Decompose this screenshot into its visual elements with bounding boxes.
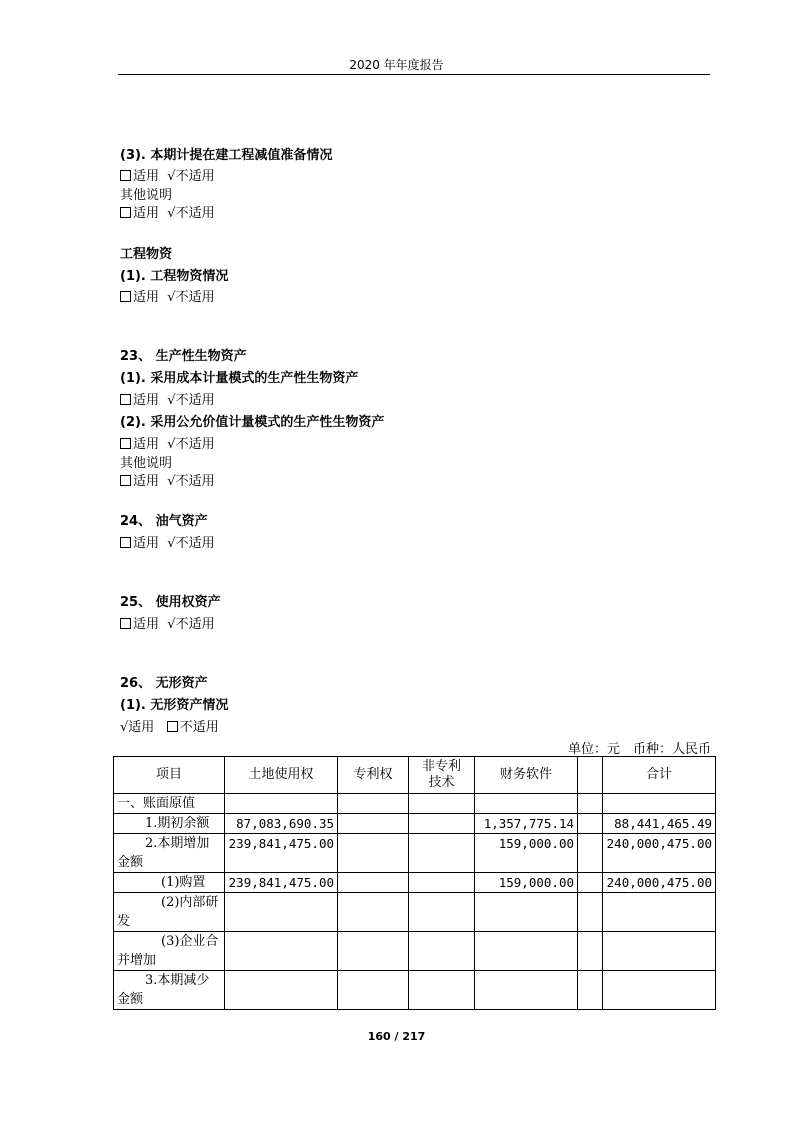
checkmark-icon: √	[167, 437, 176, 452]
column-header: 非专利技术	[409, 757, 475, 794]
cell-value	[409, 834, 475, 873]
table-row	[114, 873, 716, 893]
subsection-title: (2). 采用公允价值计量模式的生产性生物资产	[120, 415, 385, 430]
option-row: 适用 √不适用	[120, 206, 215, 222]
option-row: 适用 √不适用	[120, 617, 215, 633]
cell-value	[409, 794, 475, 814]
table-row	[114, 893, 716, 932]
cell-value	[603, 971, 716, 1010]
column-header: 合计	[603, 757, 716, 794]
cell-value	[409, 932, 475, 971]
cell-value	[578, 873, 603, 893]
cell-value	[578, 834, 603, 873]
checkbox-empty-icon	[120, 475, 131, 486]
column-header: 财务软件	[475, 757, 578, 794]
checkmark-icon: √	[167, 393, 176, 408]
option-row: 适用 √不适用	[120, 169, 215, 185]
cell-value	[578, 932, 603, 971]
cell-value	[225, 932, 338, 971]
unit-currency-line: 单位：元 币种：人民币	[567, 742, 711, 757]
header-divider	[118, 74, 710, 75]
cell-value	[338, 794, 409, 814]
cell-value	[338, 834, 409, 873]
table-row	[114, 834, 716, 873]
option-row: 适用 √不适用	[120, 536, 215, 552]
section-title-engineering-materials: 工程物资	[120, 247, 173, 262]
option-row: √适用 不适用	[120, 720, 219, 735]
section-title-right-of-use-assets: 25、 使用权资产	[120, 595, 221, 610]
table-row	[114, 932, 716, 971]
other-note-label: 其他说明	[120, 456, 173, 471]
table-row	[114, 814, 716, 834]
cell-value: 159,000.00	[475, 873, 578, 893]
option-row: 适用 √不适用	[120, 474, 215, 490]
checkbox-empty-icon	[120, 170, 131, 181]
cell-value: 239,841,475.00	[225, 834, 338, 873]
row-label: (2)内部研发	[114, 893, 225, 932]
cell-value	[578, 794, 603, 814]
subsection-title: (1). 无形资产情况	[120, 698, 229, 713]
cell-value: 240,000,475.00	[603, 834, 716, 873]
option-row: 适用 √不适用	[120, 437, 215, 453]
row-label: (1)购置	[114, 873, 225, 893]
cell-value	[409, 873, 475, 893]
other-note-label: 其他说明	[120, 188, 173, 203]
checkbox-empty-icon	[120, 207, 131, 218]
checkmark-icon: √	[167, 206, 176, 221]
cell-value	[475, 932, 578, 971]
cell-value	[603, 893, 716, 932]
cell-value	[409, 814, 475, 834]
cell-value	[475, 971, 578, 1010]
section-title-cip-impairment: (3). 本期计提在建工程减值准备情况	[120, 148, 333, 163]
option-row: 适用 √不适用	[120, 290, 215, 306]
column-header: 专利权	[338, 757, 409, 794]
checkmark-icon: √	[167, 474, 176, 489]
checkmark-icon: √	[167, 536, 176, 551]
checkmark-icon: √	[167, 617, 176, 632]
column-header: 土地使用权	[225, 757, 338, 794]
cell-value	[338, 873, 409, 893]
section-title-intangible-assets: 26、 无形资产	[120, 676, 208, 691]
table-header-row	[114, 757, 716, 794]
cell-value: 239,841,475.00	[225, 873, 338, 893]
cell-value: 240,000,475.00	[603, 873, 716, 893]
checkmark-icon: √	[167, 290, 176, 305]
checkbox-empty-icon	[120, 394, 131, 405]
cell-value	[603, 794, 716, 814]
row-label: 3.本期减少金额	[114, 971, 225, 1010]
cell-value	[225, 893, 338, 932]
section-title-oil-gas-assets: 24、 油气资产	[120, 514, 208, 529]
row-label: (3)企业合并增加	[114, 932, 225, 971]
row-label: 1.期初余额	[114, 814, 225, 834]
page-header: 2020 年年度报告	[349, 58, 444, 72]
cell-value	[603, 932, 716, 971]
cell-value	[475, 893, 578, 932]
cell-value	[338, 814, 409, 834]
subsection-title: (1). 工程物资情况	[120, 269, 229, 284]
row-label: 2.本期增加金额	[114, 834, 225, 873]
cell-value: 1,357,775.14	[475, 814, 578, 834]
table-row	[114, 971, 716, 1010]
cell-value	[578, 971, 603, 1010]
intangible-assets-table	[113, 756, 716, 1010]
cell-value	[578, 893, 603, 932]
cell-value	[338, 971, 409, 1010]
cell-value: 159,000.00	[475, 834, 578, 873]
checkbox-empty-icon	[120, 618, 131, 629]
checkmark-icon: √	[120, 720, 129, 735]
row-label: 一、账面原值	[114, 794, 225, 814]
column-header: 项目	[114, 757, 225, 794]
page-number: 160 / 217	[367, 1030, 426, 1043]
cell-value	[338, 932, 409, 971]
cell-value	[409, 971, 475, 1010]
section-title-biological-assets: 23、 生产性生物资产	[120, 349, 247, 364]
cell-value	[578, 814, 603, 834]
cell-value: 88,441,465.49	[603, 814, 716, 834]
column-header	[578, 757, 603, 794]
option-row: 适用 √不适用	[120, 393, 215, 409]
cell-value	[475, 794, 578, 814]
checkbox-empty-icon	[120, 537, 131, 548]
checkbox-empty-icon	[120, 438, 131, 449]
table-row	[114, 794, 716, 814]
cell-value	[225, 794, 338, 814]
cell-value	[338, 893, 409, 932]
checkbox-empty-icon	[120, 291, 131, 302]
cell-value: 87,083,690.35	[225, 814, 338, 834]
cell-value	[225, 971, 338, 1010]
checkmark-icon: √	[167, 169, 176, 184]
cell-value	[409, 893, 475, 932]
subsection-title: (1). 采用成本计量模式的生产性生物资产	[120, 371, 359, 386]
checkbox-empty-icon	[167, 721, 178, 732]
